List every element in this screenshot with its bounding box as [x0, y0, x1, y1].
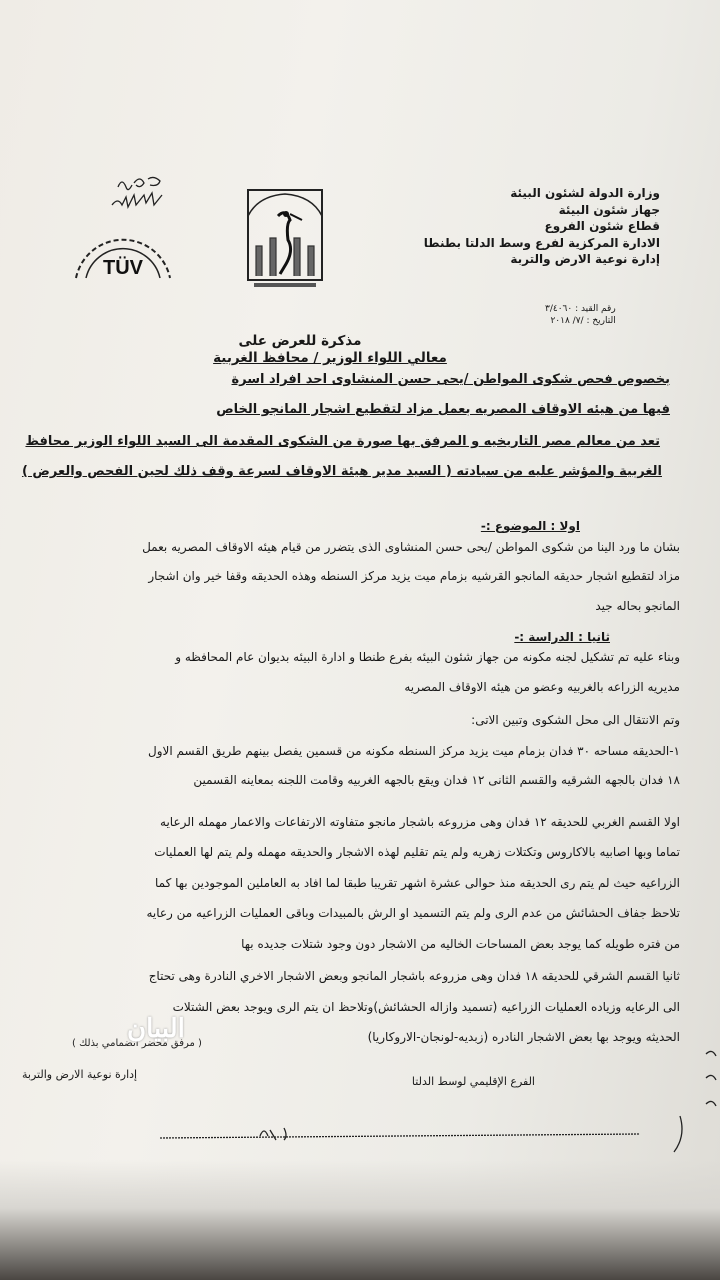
section-heading: اولا : الموضوع :-: [480, 519, 580, 533]
ministry-header: [400, 185, 660, 268]
body-line: مزاد لتقطيع اشجار حديقه المانجو القرشيه بزمام ميت يزيد مركز السنطه وهذه الحديقه وقفا خير وان اشجار: [148, 569, 680, 583]
body-line: الزراعيه حيث لم يتم رى الحديقه منذ حوالى عشرة اشهر تقريبا طبقا لما افاد به العاملين الموجودين بها كما: [155, 876, 680, 890]
reference-block: [545, 303, 616, 327]
body-line: من فتره طويله كما يوجد بعض المساحات الخاليه من الاشجار دون وجود شتلات جديده بها: [241, 937, 680, 951]
subject-line: فيها من هيئه الاوقاف المصريه بعمل مزاد لتقطيع اشجار المانجو الخاص: [216, 402, 670, 417]
body-line: وبناء عليه تم تشكيل لجنه مكونه من جهاز شئون البيئه بفرع طنطا و ادارة البيئه بديوان عام المحافظه و: [175, 650, 680, 664]
ministry-line: قطاع شئون الفروع: [544, 219, 660, 233]
body-line: الحديثه ويوجد بها بعض الاشجار النادره (زبديه-لونجان-الاروكاريا): [367, 1030, 680, 1044]
tuv-logo-text: TÜV: [103, 257, 143, 279]
handwritten-note: [108, 165, 178, 217]
watermark: البيان: [127, 1014, 185, 1044]
ministry-line: وزارة الدولة لشئون البيئة: [510, 186, 660, 200]
subject-line: الغربية والمؤشر عليه من سيادته ( السيد مدير هيئة الاوقاف لسرعة وقف ذلك لحين الفحص والعرض ): [21, 464, 662, 479]
body-line: اولا القسم الغربي للحديقه ١٢ فدان وهى مزروعه باشجار مانجو متفاوته الارتفاعات والاعمار مهمله الرعايه: [160, 815, 680, 829]
tuv-logo-icon: [68, 222, 178, 288]
footer-branch: الفرع الإقليمي لوسط الدلتا: [411, 1075, 535, 1088]
memo-addressee: معالي اللواء الوزير / محافظ الغربية: [213, 350, 447, 366]
body-line: تماما وبها اصابيه بالاكاروس وتكتلات زهريه ولم يتم تقليم لهذه الاشجار والحديقه مهمله ولم يتم لها العمليات: [154, 845, 680, 859]
ministry-line: إدارة نوعية الارض والتربة: [510, 252, 660, 266]
signature-scribble: [160, 1110, 700, 1160]
subject-line: بخصوص فحص شكوى المواطن /يحى حسن المنشاوى احد افراد اسرة: [231, 372, 670, 387]
ministry-line: الادارة المركزية لفرع وسط الدلتا بطنطا: [423, 235, 660, 250]
ref-number: رقم القيد : ٣/٤٠٦٠: [545, 304, 616, 314]
body-line: الى الرعايه وزياده العمليات الزراعيه (تسميد وازاله الحشائش)وتلاحظ ان يتم الرى ويوجد بعض الشتلات: [172, 1000, 680, 1014]
subject-line: تعد من معالم مصر التاريخيه و المرفق بها صورة من الشكوى المقدمة الى السيد اللواء الوزير محافظ: [25, 434, 660, 449]
body-line: ثانيا القسم الشرقي للحديقه ١٨ فدان وهى مزروعه باشجار المانجو وبعض الاشجار الاخري النادرة وهى تحتاج: [148, 969, 680, 983]
gharbia-emblem-icon: [244, 186, 326, 292]
body-line: بشان ما ورد الينا من شكوى المواطن /يحى حسن المنشاوى الذى يتضرر من قيام هيئه الاوقاف المصريه بعمل: [142, 540, 680, 554]
ref-date: التاريخ : /٧/ ٢٠١٨: [550, 316, 616, 326]
section-heading: ثانيا : الدراسة :-: [514, 630, 610, 644]
ministry-line: جهاز شئون البيئة: [558, 202, 660, 217]
body-line: ١-الحديقه مساحه ٣٠ فدان بزمام ميت يزيد مركز السنطه مكونه من قسمين يفصل بينهم طريق القسم الاول: [148, 744, 680, 758]
body-line: وتم الانتقال الى محل الشكوى وتبين الاتى:: [471, 713, 680, 727]
attachment-note: ( مرفق محضر انضمامي بذلك ): [72, 1038, 202, 1049]
memo-title: مذكرة للعرض على: [238, 333, 362, 349]
footer-department: إدارة نوعية الارض والتربة: [22, 1068, 138, 1081]
body-line: مديريه الزراعه بالغربيه وعضو من هيئه الاوقاف المصريه: [404, 680, 680, 694]
margin-marks: [700, 1040, 720, 1120]
body-line: ١٨ فدان بالجهه الشرقيه والقسم الثانى ١٢ فدان ويقع بالجهه الغربيه وقامت اللجنه بمعاينه القسمين: [193, 773, 680, 787]
body-line: تلاحظ جفاف الحشائش من عدم الرى ولم يتم التسميد او الرش بالمبيدات وباقى العمليات الزراعيه من رعايه: [146, 906, 680, 920]
body-line: المانجو بحاله جيد: [595, 599, 680, 613]
page-edge-shadow: [0, 1160, 720, 1280]
